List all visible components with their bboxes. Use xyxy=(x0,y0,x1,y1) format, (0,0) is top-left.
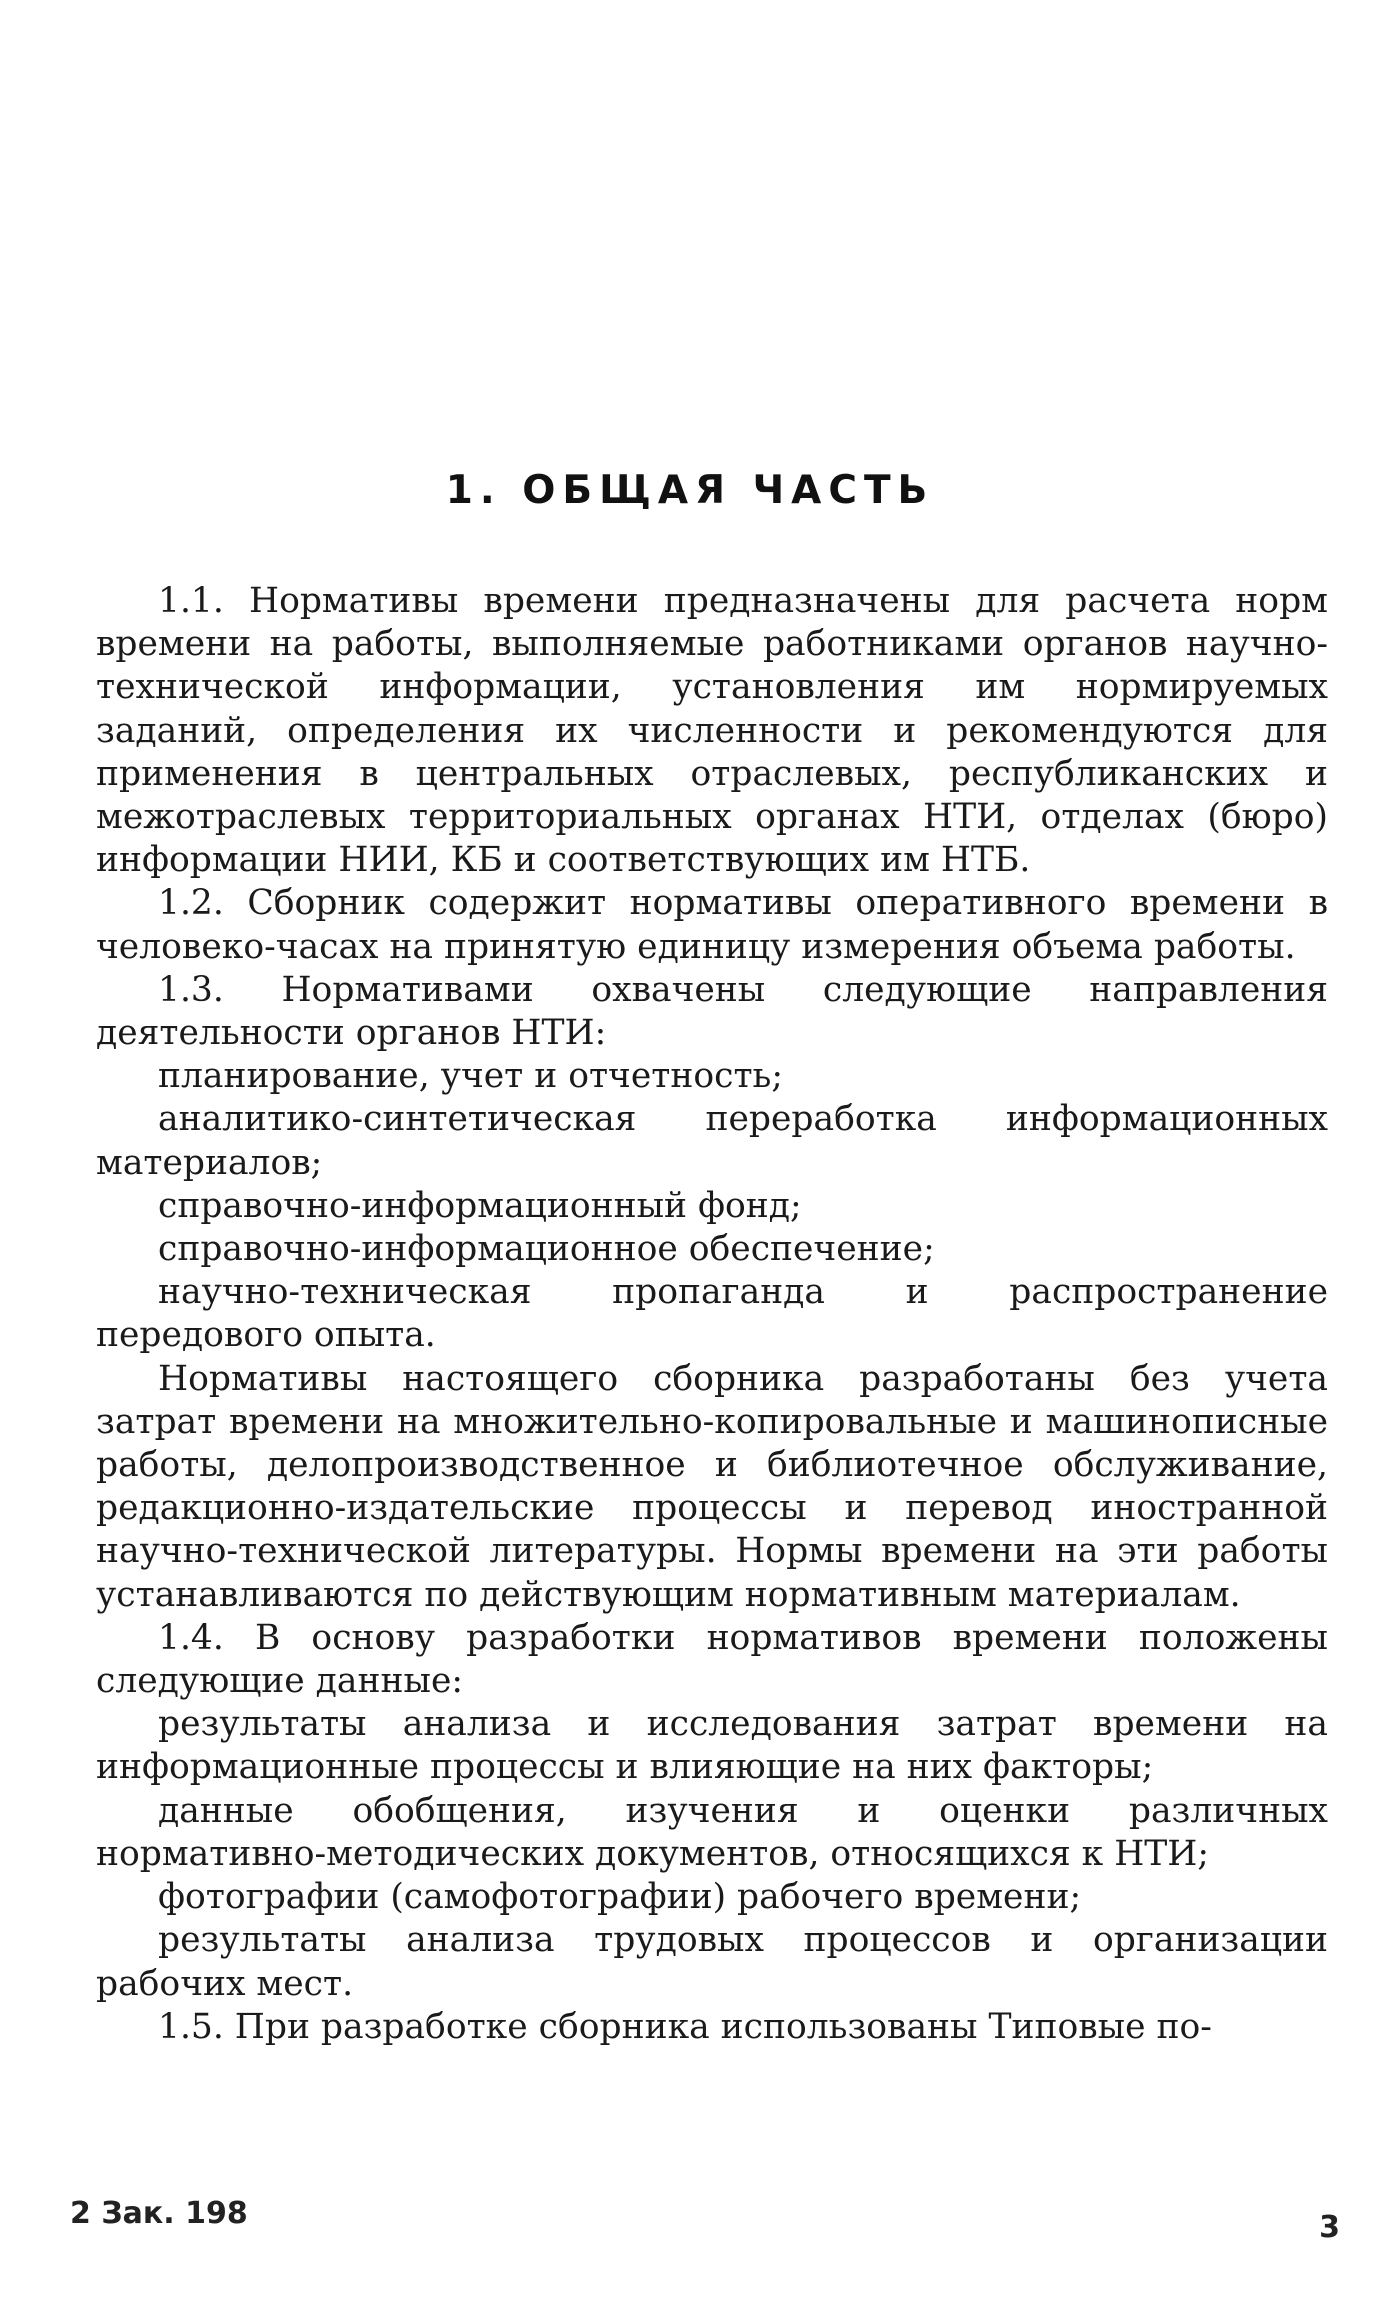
section-heading: 1. ОБЩАЯ ЧАСТЬ xyxy=(445,468,935,513)
list-item-photos: фотографии (самофотографии) рабочего времени; xyxy=(158,1877,1082,1918)
list-item-support: справочно-информационное обеспечение; xyxy=(158,1229,935,1270)
paragraph-1-1: 1.1. Нормативы времени предназначены для расчета норм времени на работы, выполняемые работниками органов научно-технической информации, установления им нормируемых заданий, определения их численности и рекомендуются для применения в центральных отраслевых, республиканских и межотраслевых территориальных органах НТИ, отделах (бюро) информации НИИ, КБ и соответствующих им НТБ. xyxy=(96,581,1328,881)
list-item-data: данные обобщения, изучения и оценки различных нормативно-методических документов, относящихся к НТИ; xyxy=(96,1790,1328,1874)
list-item-planning: планирование, учет и отчетность; xyxy=(158,1056,783,1097)
paragraph-1-4: 1.4. В основу разработки нормативов времени положены следующие данные: xyxy=(96,1617,1328,1702)
list-item-results: результаты анализа и исследования затрат времени на информационные процессы и влияющие на них факторы; xyxy=(96,1704,1328,1788)
body-text xyxy=(96,580,1328,2049)
paragraph-1-2: 1.2. Сборник содержит нормативы оперативного времени в человеко-часах на принятую единицу измерения объема работы. xyxy=(96,883,1328,967)
print-signature: 2 Зак. 198 xyxy=(70,2196,248,2231)
paragraph-1-3: 1.3. Нормативами охвачены следующие направления деятельности органов НТИ: xyxy=(96,969,1328,1054)
list-item-propaganda: научно-техническая пропаганда и распространение передового опыта. xyxy=(96,1272,1328,1356)
list-item-labor: результаты анализа трудовых процессов и организации рабочих мест. xyxy=(96,1920,1328,2004)
paragraph-exclusions: Нормативы настоящего сборника разработаны без учета затрат времени на множительно-копировальные и машинописные работы, делопроизводственное и библиотечное обслуживание, редакционно-издательские процессы и перевод иностранной научно-технической литературы. Нормы времени на эти работы устанавливаются по действующим нормативным материалам. xyxy=(96,1358,1328,1615)
list-item-analytic: аналитико-синтетическая переработка информационных материалов; xyxy=(96,1099,1328,1183)
page-number: 3 xyxy=(1319,2210,1340,2245)
list-item-fund: справочно-информационный фонд; xyxy=(158,1185,802,1226)
paragraph-1-5: 1.5. При разработке сборника использованы Типовые по- xyxy=(158,2006,1212,2047)
